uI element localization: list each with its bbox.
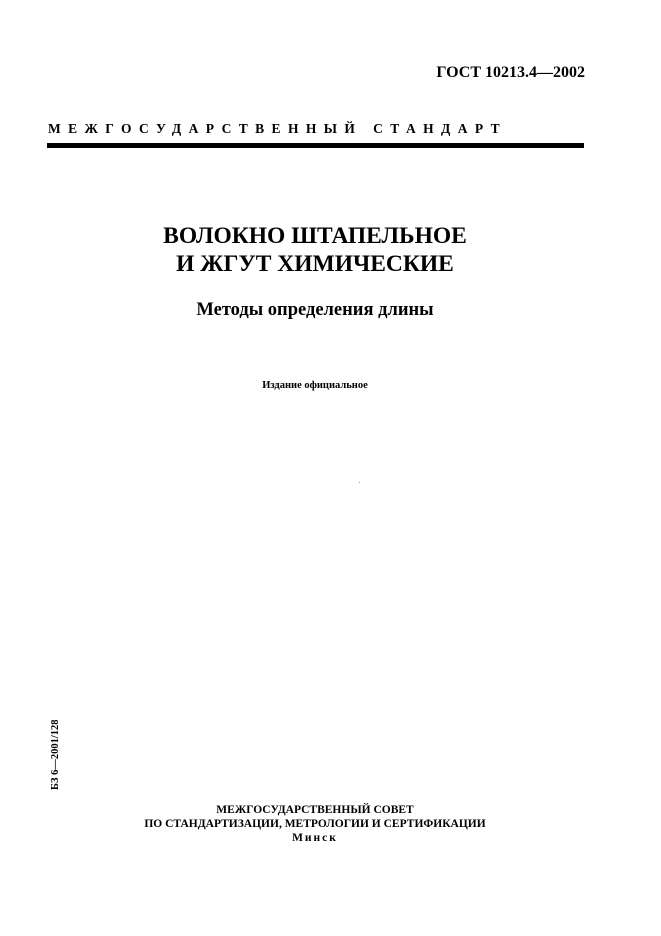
publisher-line-1: МЕЖГОСУДАРСТВЕННЫЙ СОВЕТ [216, 804, 414, 816]
standard-type-heading: МЕЖГОСУДАРСТВЕННЫЙ СТАНДАРТ [48, 121, 508, 136]
main-title-line-1: ВОЛОКНО ШТАПЕЛЬНОЕ [163, 223, 467, 249]
main-title-line-2: И ЖГУТ ХИМИЧЕСКИЕ [176, 251, 454, 277]
publisher-city: Минск [292, 832, 338, 844]
scan-dot [359, 482, 360, 483]
edition-note: Издание официальное [262, 380, 368, 391]
document-subtitle: Методы определения длины [196, 300, 434, 320]
header-rule [47, 143, 584, 148]
side-catalog-note: БЗ 6—2001/128 [50, 719, 61, 790]
main-title [0, 222, 630, 278]
document-code: ГОСТ 10213.4—2002 [436, 64, 585, 81]
publisher-line-2: ПО СТАНДАРТИЗАЦИИ, МЕТРОЛОГИИ И СЕРТИФИКАЦИИ [144, 818, 486, 830]
publisher-block [0, 803, 630, 845]
